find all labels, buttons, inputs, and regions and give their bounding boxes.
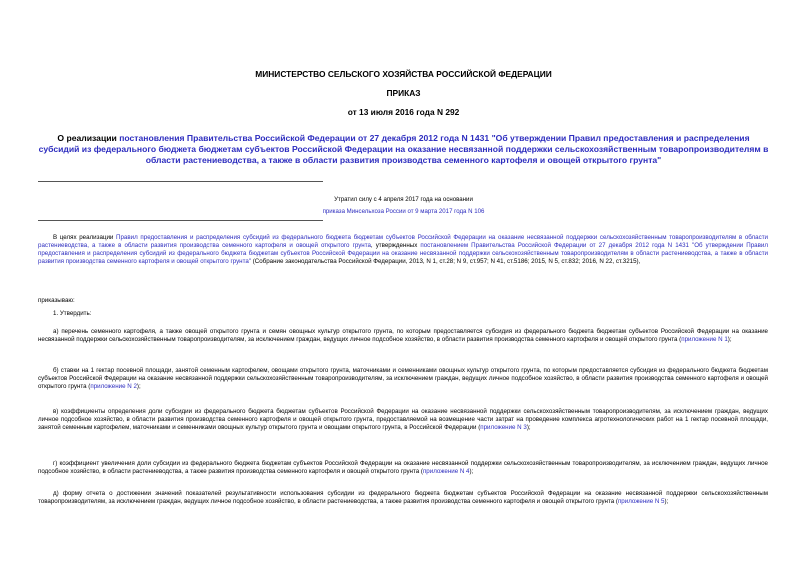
item-a-text: а) перечень семенного картофеля, а также овощей открытого грунта и семян овощных культур открытого грунта, по которым предоставляется субсидия из федерального бюджета бюджетам субъектов Российской Федерации на оказание несвязанной поддержки сельскохозяйственным товаропроизводителям, за исключением граждан, ведущих личное подсобное хозяйство, в области развития производства семенного картофеля и овощей открытого грунта ( (38, 328, 768, 344)
status-note: Утратил силу с 4 апреля 2017 года на основании (334, 196, 473, 203)
document-type: ПРИКАЗ (386, 88, 421, 98)
bottom-divider (38, 220, 323, 221)
title-prefix: О реализации (57, 133, 120, 143)
document-date-number: от 13 июля 2016 года N 292 (347, 107, 460, 117)
title-resolution-link[interactable]: постановления Правительства Российской Федерации от 27 декабря 2012 года N 1431 "Об утверждении Правил предоставления и распределения субсидий из федерального бюджета бюджетам субъектов Российской Федерации на оказание несвязанной поддержки сельскохозяйственным товаропроизводителям в области растениеводства, а также в области развития производства семенного картофеля и овощей открытого грунта" (38, 133, 769, 165)
appendix-3-link[interactable]: приложение N 3 (480, 424, 527, 432)
top-divider (38, 181, 323, 182)
document-title (38, 133, 769, 166)
item-g-text: г) коэффициент увеличения доли субсидии из федерального бюджета бюджетам субъектов Российской Федерации на оказание несвязанной поддержки сельскохозяйственным товаропроизводителям, за исключением граждан, ведущих личное подсобное хозяйство, в области растениеводства, а также развития производства семенного картофеля и овощей открытого грунта ( (38, 460, 768, 476)
item-a (38, 328, 768, 344)
intro-rules-link[interactable]: Правил предоставления и распределения субсидий из федерального бюджета бюджетам субъектов Российской Федерации на оказание несвязанной поддержки сельскохозяйственным товаропроизводителям в области растениеводства, а также в области развития производства семенного картофеля и овощей открытого грунта (38, 234, 768, 250)
intro-suffix: (Собрание законодательства Российской Федерации, 2013, N 1, ст.28; N 9, ст.957; N 41, ст.5186; 2015, N 5, ст.832; 2016, N 22, ст.3215), (250, 258, 641, 266)
item-v (38, 408, 768, 432)
item-v-end: ); (526, 424, 531, 432)
item-g-end: ); (469, 468, 474, 476)
intro-mid: , утвержденных (370, 242, 421, 250)
status-order-line (0, 208, 807, 216)
order-word: приказываю: (38, 297, 75, 304)
item-v-text: в) коэффициенты определения доли субсидии из федерального бюджета бюджетам субъектов Российской Федерации на оказание несвязанной поддержки сельскохозяйственным товаропроизводителям, за исключением граждан, ведущих личное подсобное хозяйство, в области развития производства семенного картофеля и овощей открытого грунта, предоставляемой на возмещение части затрат на проведение комплекса агротехнологических работ на 1 гектар посевной площади, занятой семенным картофелем, маточниками и семенниками овощных культур открытого грунта и овощами открытого грунта, в Российской Федерации ( (38, 408, 768, 432)
item-1: 1. Утвердить: (53, 310, 92, 317)
item-b-text: б) ставки на 1 гектар посевной площади, занятой семенным картофелем, овощами открытого грунта, маточниками и семенниками овощных культур открытого грунта, по которым предоставляется субсидия из федерального бюджета бюджетам субъектов Российской Федерации на оказание несвязанной поддержки сельскохозяйственным товаропроизводителям, за исключением граждан, ведущих личное подсобное хозяйство, в области развития производства семенного картофеля и овощей открытого грунта ( (38, 367, 768, 391)
ministry-heading: МИНИСТЕРСТВО СЕЛЬСКОГО ХОЗЯЙСТВА РОССИЙСКОЙ ФЕДЕРАЦИИ (255, 69, 552, 79)
intro-resolution-link[interactable]: постановлением Правительства Российской Федерации от 27 декабря 2012 года N 1431 "Об утверждении Правил предоставления и распределения субсидий из федерального бюджета бюджетам субъектов Российской Федерации на оказание несвязанной поддержки сельскохозяйственным товаропроизводителям в области растениеводства, а также в области развития производства семенного картофеля и овощей открытого грунта" (38, 242, 768, 266)
appendix-1-link[interactable]: приложение N 1 (681, 336, 728, 344)
intro-paragraph (38, 234, 768, 266)
appendix-4-link[interactable]: приложение N 4 (422, 468, 470, 476)
item-b-end: ); (136, 383, 141, 391)
intro-prefix: В целях реализации (53, 234, 117, 241)
appendix-5-link[interactable]: приложение N 5 (617, 498, 665, 506)
status-order-link[interactable]: приказа Минсельхоза России от 9 марта 2017 года N 106 (322, 208, 485, 215)
item-d-end: ); (664, 498, 669, 506)
item-d (38, 490, 768, 506)
item-b (38, 367, 768, 391)
appendix-2-link[interactable]: приложение N 2 (90, 383, 137, 391)
item-g (38, 460, 768, 476)
item-d-text: д) форму отчета о достижении значений показателей результативности использования субсидии из федерального бюджета бюджетам субъектов Российской Федерации на оказание несвязанной поддержки сельскохозяйственным товаропроизводителям, за исключением граждан, ведущих личное подсобное хозяйство, в области растениеводства, а также развития производства семенного картофеля и овощей открытого грунта ( (38, 490, 768, 506)
item-a-end: ); (727, 336, 732, 344)
